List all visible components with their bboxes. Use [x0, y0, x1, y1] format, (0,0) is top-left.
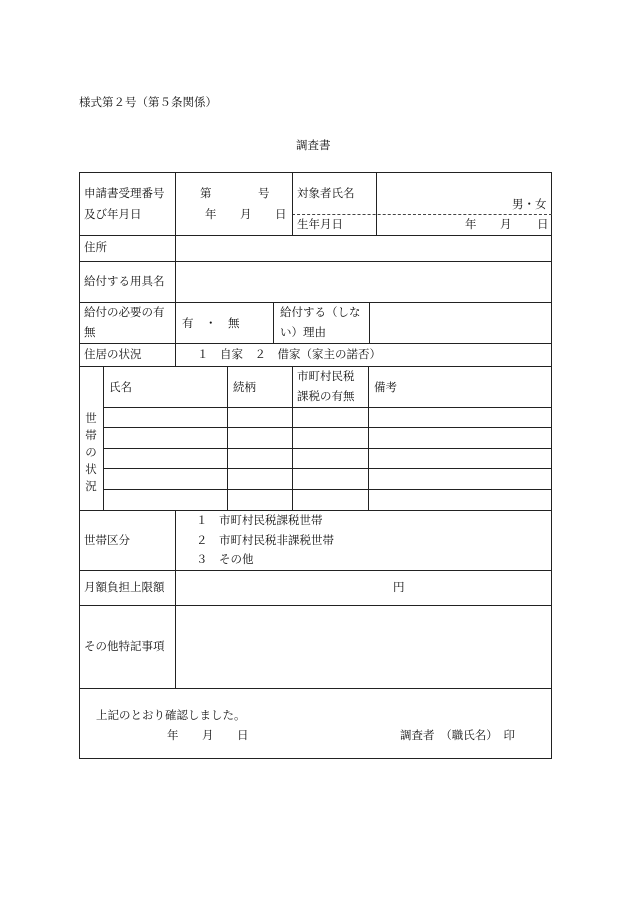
row-line — [103, 468, 552, 469]
col-line — [175, 172, 176, 366]
equipment-label: 給付する用具名 — [84, 274, 165, 288]
subject-birth-month: 月 — [500, 217, 512, 231]
application-dai: 第 — [200, 186, 212, 200]
necessity-value: 有 ・ 無 — [182, 316, 240, 330]
subject-birth-year: 年 — [465, 217, 477, 231]
necessity-label-line2: 無 — [84, 325, 96, 339]
application-month: 月 — [240, 207, 252, 221]
application-year: 年 — [205, 207, 217, 221]
col-line — [227, 366, 228, 510]
row-line — [79, 261, 552, 262]
form-number: 様式第２号（第５条関係） — [79, 95, 217, 109]
subject-divider — [292, 214, 552, 215]
confirmation-year: 年 — [167, 728, 179, 742]
necessity-label-line1: 給付の必要の有 — [84, 305, 165, 319]
investigator-signature: 調査者 （職氏名） 印 — [400, 728, 515, 742]
application-label-line1: 申請書受理番号 — [84, 186, 165, 200]
household-category-label: 世帯区分 — [84, 533, 130, 547]
subject-birth-day: 日 — [537, 217, 549, 231]
monthly-limit-label: 月額負担上限額 — [84, 580, 165, 594]
row-line — [103, 427, 552, 428]
column-header-tax-line2: 課税の有無 — [297, 389, 355, 403]
row-line — [103, 489, 552, 490]
col-line — [292, 172, 293, 235]
col-line — [103, 366, 104, 510]
household-category-option: ２ 市町村民税非課税世帯 — [196, 533, 334, 547]
household-label-char: の — [85, 445, 97, 459]
col-line — [376, 172, 377, 235]
page-title: 調査書 — [296, 138, 331, 152]
residence-label: 住居の状況 — [84, 347, 142, 361]
row-line — [79, 343, 552, 344]
col-line — [175, 510, 176, 688]
row-line — [79, 688, 552, 689]
household-vertical-label — [79, 410, 103, 495]
subject-gender: 男・女 — [512, 197, 547, 211]
reason-label-line1: 給付する（しな — [280, 305, 361, 319]
col-line — [273, 302, 274, 343]
household-category-option: １ 市町村民税課税世帯 — [196, 513, 323, 527]
column-header-remarks: 備考 — [374, 380, 397, 394]
row-line — [79, 366, 552, 367]
confirmation-text: 上記のとおり確認しました。 — [96, 708, 246, 722]
row-line — [103, 407, 552, 408]
application-go: 号 — [258, 186, 270, 200]
household-category-option: ３ その他 — [196, 552, 254, 566]
col-line — [292, 366, 293, 510]
subject-name-label: 対象者氏名 — [297, 186, 355, 200]
column-header-name: 氏名 — [109, 380, 132, 394]
address-label: 住所 — [84, 240, 107, 254]
household-label-char: 状 — [85, 462, 97, 476]
reason-label-line2: い）理由 — [280, 325, 326, 339]
residence-value: １ 自家 ２ 借家（家主の諾否） — [197, 347, 381, 361]
subject-birth-label: 生年月日 — [297, 217, 343, 231]
row-line — [79, 302, 552, 303]
application-label-line2: 及び年月日 — [84, 207, 142, 221]
column-header-tax-line1: 市町村民税 — [297, 369, 355, 383]
row-line — [79, 605, 552, 606]
household-label-char: 況 — [85, 479, 97, 493]
monthly-limit-unit: 円 — [393, 580, 405, 594]
special-notes-label: その他特記事項 — [84, 639, 165, 653]
column-header-relation: 続柄 — [233, 380, 256, 394]
row-line — [79, 570, 552, 571]
household-label-char: 帯 — [85, 428, 97, 442]
household-label-char: 世 — [85, 411, 97, 425]
confirmation-day: 日 — [237, 728, 249, 742]
row-line — [79, 235, 552, 236]
col-line — [369, 302, 370, 343]
confirmation-month: 月 — [202, 728, 214, 742]
row-line — [79, 510, 552, 511]
row-line — [103, 448, 552, 449]
col-line — [368, 366, 369, 510]
application-day: 日 — [275, 207, 287, 221]
